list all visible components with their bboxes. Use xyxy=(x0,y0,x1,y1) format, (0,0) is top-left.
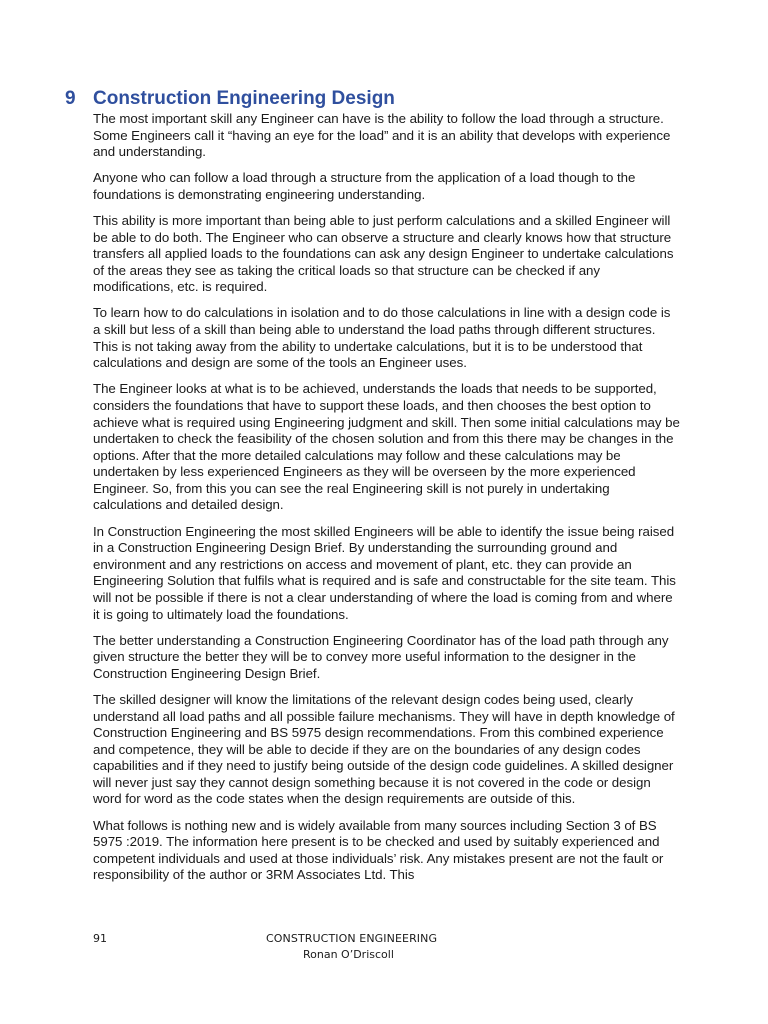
paragraph: This ability is more important than being able to just perform calculations and a skilled Engineer will be able to do both. The Engineer who can observe a structure and clearly knows how that structure transfers all applied loads to the foundations can ask any design Engineer to undertake calculations of the areas they see as taking the critical loads so that structure can be checked if any modifications, etc. is required. xyxy=(93,212,674,295)
paragraph: What follows is nothing new and is widely available from many sources including Section 3 of BS 5975 :2019. The information here present is to be checked and used by suitably experienced and competent individuals and used at those individuals’ risk. Any mistakes present are not the fault or responsibility of the author or 3RM Associates Ltd. This xyxy=(93,817,664,883)
footer-title: CONSTRUCTION ENGINEERING xyxy=(266,932,438,945)
section-heading xyxy=(65,86,705,112)
paragraph: To learn how to do calculations in isolation and to do those calculations in line with a design code is a skill but less of a skill than being able to understand the load paths through different structures. This is not taking away from the ability to undertake calculations, but it is to be understood that calculations and design are some of the tools an Engineer uses. xyxy=(93,305,671,371)
section-title: Construction Engineering Design xyxy=(93,88,395,109)
paragraph: The skilled designer will know the limitations of the relevant design codes being used, clearly understand all load paths and all possible failure mechanisms. They will have in depth knowledge of Construction Engineering and BS 5975 design recommendations. From this combined experience and competence, they will be able to decide if they are on the boundaries of any design codes capabilities and if they need to justify being outside of the design code guidelines. A skilled designer will never just say they cannot design something because it is not covered in the code or design word for word as the code states when the design requirements are outside of this. xyxy=(93,691,675,807)
paragraph: The most important skill any Engineer can have is the ability to follow the load through a structure. Some Engineers call it “having an eye for the load” and it is an ability that develops with experience and understanding. xyxy=(93,111,671,160)
paragraph: In Construction Engineering the most skilled Engineers will be able to identify the issue being raised in a Construction Engineering Design Brief. By understanding the surrounding ground and environment and any restrictions on access and movement of plant, etc. they can provide an Engineering Solution that fulfils what is required and is safe and constructable for the site team. This will not be possible if there is not a clear understanding of where the load is coming from and where it is going to ultimately load the foundations. xyxy=(93,523,676,622)
paragraph: The Engineer looks at what is to be achieved, understands the loads that needs to be supported, considers the foundations that have to support these loads, and then chooses the best option to achieve what is required using Engineering judgment and skill. Then some initial calculations may be undertaken to check the feasibility of the chosen solution and from this there may be changes in the options. After that the more detailed calculations may follow and these calculations may be undertaken by less experienced Engineers as they will be overseen by the more experienced Engineer. So, from this you can see the real Engineering skill is not purely in undertaking calculations and detailed design. xyxy=(93,381,680,513)
footer-author: Ronan O’Driscoll xyxy=(303,948,394,961)
page-number: 91 xyxy=(93,932,107,945)
paragraph: Anyone who can follow a load through a structure from the application of a load though to the foundations is demonstrating engineering understanding. xyxy=(93,170,636,202)
paragraph: The better understanding a Construction Engineering Coordinator has of the load path through any given structure the better they will be to convey more useful information to the designer in the Construction Engineering Design Brief. xyxy=(93,632,669,681)
body-text xyxy=(93,111,681,893)
section-number: 9 xyxy=(65,88,76,109)
